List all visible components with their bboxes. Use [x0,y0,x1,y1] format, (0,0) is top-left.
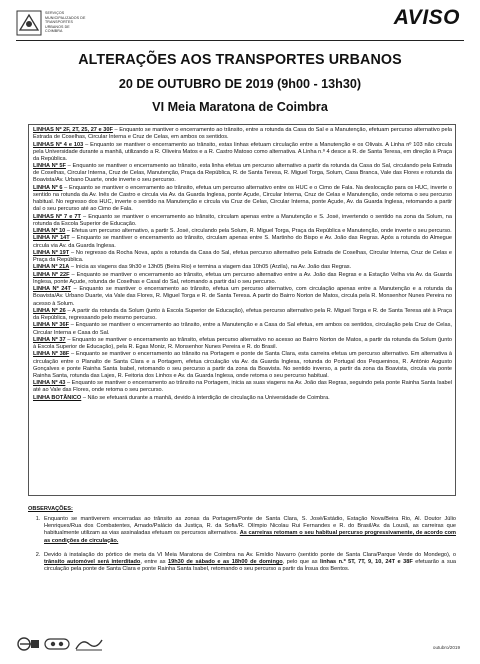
line-label: LINHAS Nº 7 e 7T [33,213,81,220]
line-change-entry [33,380,452,394]
document-date: outubro/2019 [432,645,460,650]
line-label: LINHA Nº 37 [33,336,66,343]
line-change-entry [33,250,452,264]
line-label: LINHAS Nº 2F, 2T, 25, 27 e 30F [33,127,113,133]
line-description: – Não se efetuará durante a manhã, devido à interdição de circulação na Universidade de Coimbra. [81,394,330,401]
event-name: VI Meia Maratona de Coimbra [152,100,328,114]
line-changes-box [28,124,456,496]
line-change-entry [33,228,452,235]
observation-text: , entre as [140,558,169,565]
line-label: LINHA Nº 38F [33,351,70,358]
observation-text: Enquanto se mantiverem encerradas ao trânsito as zonas da Portagem/Ponte de Santa Clara, S. José/Estádio, Estação Nova/Beira Rio, Al. Doutor Júlio Henriques/Rua dos Combatentes, Arnado/Palácio da Justiça, R. da Sofia/R. Olímpio Nicolau Rui Fernandes e R. do Brasil/Av. da Lousã, as carreiras que habitualmente utilizam as vias assinaladas efetuam os percursos alternativos. [44,516,456,537]
line-label: LINHA Nº 22F [33,271,70,278]
line-description: – Enquanto se mantiver o encerramento ao trânsito, efetua um percurso alternativo entre a Av. João das Regras e a Estação Velha via Av. da Guarda Inglesa, ponte Açude, rotunda de Coselhas e Casal do Sal, retomando a partir daí o seu percurso. [33,271,452,285]
line-label: LINHA Nº 43 [33,380,66,387]
line-description: – Enquanto se mantiver o encerramento ao trânsito, circulam apenas entre S. Martinho do Bispo e Av. João das Regras. Após a rotunda do Almegue circula via Av. da Guarda Inglesa. [33,235,452,249]
line-change-entry [33,395,452,402]
line-change-entry [33,351,452,380]
header-divider [16,40,464,41]
line-label: LINHA Nº 5F [33,163,66,170]
observation-item [42,516,456,545]
line-change-entry [33,308,452,322]
observations-title: OBSERVAÇÕES: [28,506,73,512]
observation-emphasis: As carreiras retomam o seu habitual percurso progressivamente, de acordo com as condições de circulação. [44,530,457,544]
line-change-entry [33,322,452,336]
line-label: LINHA Nº 14T [33,235,70,242]
line-description: – Enquanto se mantiver o encerramento ao trânsito na Portagem, inicia as suas viagens na Av. João das Regras, seguindo pela ponte Rainha Santa Isabel até ao Vale das Flores, onde retoma o seu percurso. [33,380,452,394]
line-change-entry [33,264,452,271]
observations [28,506,456,580]
observations-list [28,516,456,573]
observation-item [42,552,456,573]
smtuc-logo [16,8,110,38]
line-change-entry [33,286,452,307]
line-description: – Enquanto se mantiver o encerramento ao trânsito, estas linhas efetuam circulação entre a Manutenção e os Olivais. A Linha nº 103 não circula pela Universidade durante a manhã, utilizando a R. Oliveira Matos e a R. Castro Matoso como alternativa. A Linha n.º 4 desce a R. de Santa Teresa, em direção à Praça da República. [33,141,452,162]
line-description: – Enquanto se mantiver o encerramento ao trânsito, entre a rotunda da Casa do Sal e a Manutenção, efetuam percurso alternativo pela Estrada de Coselhas, Circular Interna e Cruz de Celas, em ambos os sentidos. [33,127,453,141]
observation-text: Devido à instalação do pórtico de meta da VI Meia Maratona de Coimbra na Av. Emídio Navarro (sentido ponte de Santa Clara/Parque Verde do Mondego), o [44,551,456,558]
line-label: LINHA Nº 6 [33,184,63,191]
smtuc-logo-icon [16,10,42,36]
observation-emphasis: trânsito automóvel será interditado [44,558,141,565]
line-change-entry [33,337,452,351]
line-description: – Enquanto se mantiver o encerramento ao trânsito, entre a Manutenção e a Casa do Sal efetua, em ambos os sentidos, circulação pela Cruz de Celas, Circular Interna e Casa do Sal. [33,322,452,336]
smtuc-logo-text [45,11,111,34]
line-label: LINHA BOTÂNICO [33,394,82,401]
logo-line: MUNICIPALIZADOS DE [45,15,86,20]
line-label: LINHA Nº 24T [33,286,71,293]
line-label: LINHA Nº 10 [33,228,66,235]
observation-emphasis: linhas n.º 5T, 7T, 9, 10, 24T e 38F [320,558,413,565]
line-description: – Inicia as viagens das 9h30 e 13h05 (Beira Rio) e termina a viagem das 10h05 (Arzila), na Av. João das Regras. [69,264,352,271]
footer [16,628,464,652]
logo-line: URBANOS DE [45,24,70,29]
line-label: LINHA Nº 26 [33,307,66,314]
line-change-entry [33,235,452,249]
line-description: – Enquanto se mantiver o encerramento ao trânsito, esta linha efetua um percurso alternativo a partir da rotunda da Casa do Sal, circulando pela Estrada de Coselhas, Circular Interna, Cruz de Celas, Manutenção, Praça da República, R. de Santa Teresa, R. Miguel Torga, Solum, Casa Branca, Vale das Flores e rotunda da Boavista/Av. Urbano Duarte, onde inverte o seu percurso. [33,163,453,184]
page-title: ALTERAÇÕES AOS TRANSPORTES URBANOS [78,52,402,68]
line-description: – Enquanto se mantiver o encerramento ao trânsito, efetua um percurso alternativo entre os HUC e o Cimo de Fala. Na deslocação para os HUC, inverte o sentido na rotunda da Av. Inês de Castro e circula via Av. da Guarda Inglesa, ponte Açude, Circular Interna, Cruz de Celas e Manutenção, onde retoma o seu percurso habitual. No regresso dos HUC, inverte o sentido na Manutenção e circula via Cruz de Celas, Circular Interna, ponte Açude, Av. da Guarda Inglesa, retomando a partir daí o seu percurso até ao Cimo de Fala. [33,184,453,213]
line-description: – Enquanto se mantiver o encerramento ao trânsito, circulam apenas entre a Manutenção e S. José, invertendo o sentido na zona da Solum, na rotunda da Escola Superior de Educação. [33,213,453,227]
coimbra-logo-icon [74,636,104,652]
line-change-entry [33,163,452,184]
line-change-entry [33,214,452,228]
smtuc-footer-logo-icon [16,636,40,652]
observation-text: efetuarão a sua circulação pela ponte de Santa Clara e ponte Rainha Santa Isabel, retomando o seu percurso a partir da Ínsua dos Bentos. [44,558,457,573]
line-description: – Enquanto se mantiver o encerramento ao trânsito, efetua um percurso alternativo, com circulação apenas entre a Manutenção e a rotunda da Boavista/Av. Urbano Duarte, via Vale das Flores, R. Miguel Torga e R. de Santa Teresa. A partir do Bairro Norton de Matos, circula pela R. Monsenhor Nunes Pereira no acesso à Solum. [33,286,452,307]
logo-line: SERVIÇOS [45,11,65,15]
observation-emphasis: 19h30 de sábado e as 18h00 de domingo [168,558,283,565]
notice-label: AVISO [393,6,460,29]
line-change-entry [33,142,452,163]
line-description: – Enquanto se mantiver o encerramento ao trânsito na Portagem e ponte de Santa Clara, esta carreira efetua um percurso alternativo. Em alternativa à circulação entre o Planalto de Santa Clara e a Portagem, efetua circulação via Av. da Guarda Inglesa, rotunda do Portugal dos Pequeninos, R. António Augusto Gonçalves e ponte Rainha Santa Isabel, retomando o seu percurso a partir da zona da Boavista. No sentido inverso, a partir da zona da Boavista, circula via ponte Rainha Santa, rotunda das Lajes, R. Feitoria dos Linhos e Av. da Guarda Inglesa, onde retoma o seu percurso habitual. [33,351,452,379]
moove-logo-icon [44,636,70,652]
event-date: 20 DE OUTUBRO DE 2019 (9h00 - 13h30) [118,77,362,91]
line-label: LINHAS Nº 4 e 103 [33,141,84,148]
line-description: – Efetua um percurso alternativo, a partir S. José, circulando pela Solum, R. Miguel Torga, Praça da República e Manutenção, onde inverte o seu percurso. [65,228,452,235]
logo-line: COIMBRA [45,29,63,33]
line-change-entry [33,272,452,286]
line-change-entry [33,127,452,141]
line-changes-list [33,127,452,402]
line-change-entry [33,185,452,214]
logo-line: TRANSPORTES [45,20,73,24]
observation-text: , pelo que as [282,558,320,565]
line-label: LINHA Nº 36F [33,322,70,329]
line-label: LINHA Nº 19T [33,249,70,256]
line-description: – A partir da rotunda da Solum (junto à Escola Superior de Educação), efetua percurso alternativo pela R. Miguel Torga e R. de Santa Teresa até à Praça da República, regressando pelo mesmo percurso. [33,307,452,322]
line-label: LINHA Nº 21A [33,264,70,271]
line-description: – Enquanto se mantiver o encerramento ao trânsito, efetua percurso alternativo no acesso ao Bairro Norton de Matos, a partir da rotunda da Solum (junto à Escola Superior de Educação), pela R. Egas Moniz, R. Monsenhor Nunes Pereira e R. do Brasil. [33,336,452,351]
line-description: – No regresso da Rocha Nova, após a rotunda da Casa do Sal, efetua percurso alternativo pela Estrada de Coselhas, Circular Interna, Cruz de Celas e Praça da República. [33,249,453,264]
